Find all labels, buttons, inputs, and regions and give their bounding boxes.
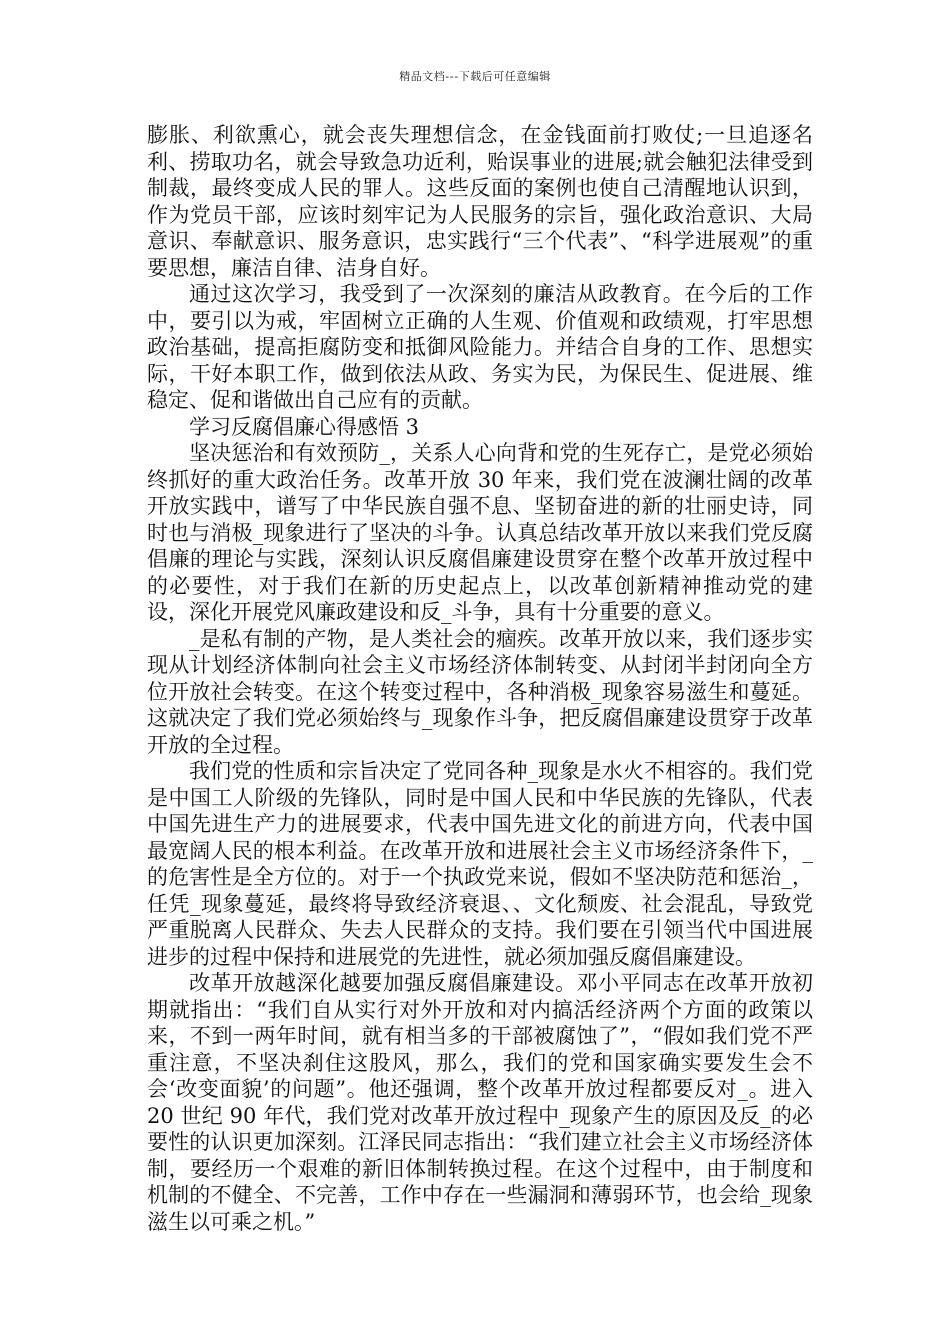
- page-header: 精品文档---下载后可任意编辑: [399, 70, 551, 83]
- paragraph: _是私有制的产物，是人类社会的痼疾。改革开放以来，我们逐步实现从计划经济体制向社会主义市场经济体制转变、从封闭半封闭向全方位开放社会转变。在这个转变过程中，各种消极_现象容易滋生和蔓延。这就决定了我们党必须始终与_现象作斗争，把反腐倡廉建设贯穿于改革开放的全过程。: [147, 626, 813, 757]
- paragraph: 通过这次学习，我受到了一次深刻的廉洁从政教育。在今后的工作中，要引以为戒，牢固树立正确的人生观、价值观和政绩观，打牢思想政治基础，提高拒腐防变和抵御风险能力。并结合自身的工作、思想实际，干好本职工作，做到依法从政、务实为民，为保民生、促进展、维稳定、促和谐做出自己应有的贡献。: [147, 282, 813, 412]
- section-heading: 学习反腐倡廉心得感悟 3: [189, 414, 420, 439]
- paragraph: 膨胀、利欲熏心，就会丧失理想信念，在金钱面前打败仗;一旦追逐名利、捞取功名，就会导致急功近利，贻误事业的进展;就会触犯法律受到制裁，最终变成人民的罪人。这些反面的案例也使自己清醒地认识到，作为党员干部，应该时刻牢记为人民服务的宗旨，强化政治意识、大局意识、奉献意识、服务意识，忠实践行“三个代表”、“科学进展观”的重要思想，廉洁自律、洁身自好。: [147, 123, 813, 280]
- paragraph: 我们党的性质和宗旨决定了党同各种_现象是水火不相容的。我们党是中国工人阶级的先锋队，同时是中国人民和中华民族的先锋队，代表中国先进生产力的进展要求，代表中国先进文化的前进方向，代表中国最宽阔人民的根本利益。在改革开放和进展社会主义市场经济条件下，_的危害性是全方位的。对于一个执政党来说，假如不坚决防范和惩治_，任凭_现象蔓延，最终将导致经济衰退、、文化颓废、社会混乱，导致党严重脱离人民群众、失去人民群众的支持。我们要在引领当代中国进展进步的过程中保持和进展党的先进性，就必须加强反腐倡廉建设。: [147, 759, 813, 969]
- paragraph: 坚决惩治和有效预防_，关系人心向背和党的生死存亡，是党必须始终抓好的重大政治任务。改革开放 30 年来，我们党在波澜壮阔的改革开放实践中，谱写了中华民族自强不息、坚韧奋进的新的壮丽史诗，同时也与消极_现象进行了坚决的斗争。认真总结改革开放以来我们党反腐倡廉的理论与实践，深刻认识反腐倡廉建设贯穿在整个改革开放过程中的必要性，对于我们在新的历史起点上，以改革创新精神推动党的建设，深化开展党风廉政建设和反_斗争，具有十分重要的意义。: [147, 441, 813, 624]
- document-body: [147, 122, 813, 1235]
- paragraph: 改革开放越深化越要加强反腐倡廉建设。邓小平同志在改革开放初期就指出：“我们自从实行对外开放和对内搞活经济两个方面的政策以来，不到一两年时间，就有相当多的干部被腐蚀了”，“假如我们党不严重注意，不坚决刹住这股风，那么，我们的党和国家确实要发生会不会‘改变面貌’的问题”。他还强调，整个改革开放过程都要反对_。进入 20 世纪 90 年代，我们党对改革开放过程中_现象产生的原因及反_的必要性的认识更加深刻。江泽民同志指出：“我们建立社会主义市场经济体制，要经历一个艰难的新旧体制转换过程。在这个过程中，由于制度和机制的不健全、不完善，工作中存在一些漏洞和薄弱环节，也会给_现象滋生以可乘之机。”: [147, 971, 813, 1234]
